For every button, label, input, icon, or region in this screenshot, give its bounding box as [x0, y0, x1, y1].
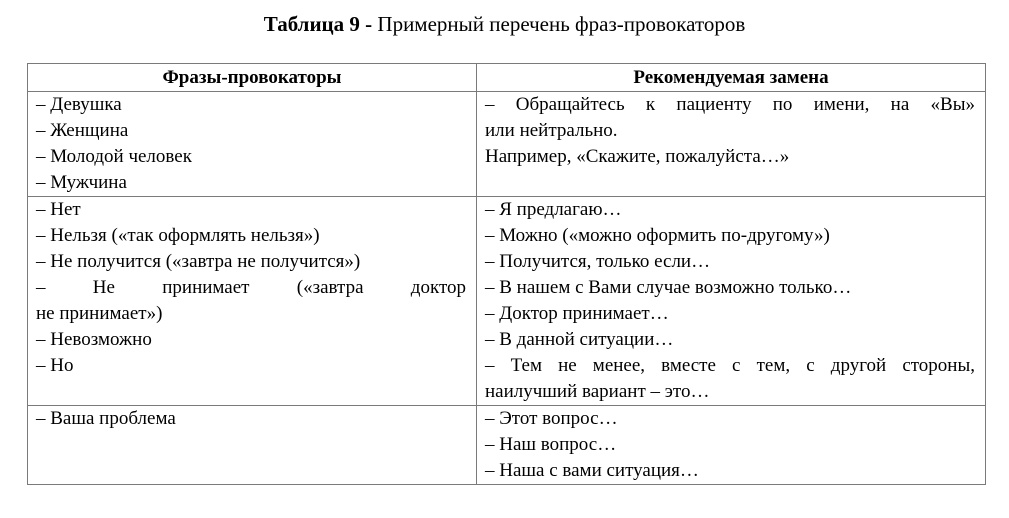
cell-line: – Но — [36, 355, 74, 376]
cell-line: – Ваша проблема — [36, 408, 176, 429]
table-row — [28, 406, 986, 485]
cell-line: – Доктор принимает… — [485, 303, 669, 324]
cell-line: – Невозможно — [36, 329, 152, 350]
cell-line: – В нашем с Вами случае возможно только… — [485, 277, 852, 298]
table-row — [28, 92, 986, 197]
phrases-table — [27, 63, 986, 485]
cell-line: – Не принимает («завтра доктор — [36, 277, 466, 298]
column-header-provocative: Фразы-провокаторы — [28, 64, 477, 92]
provocative-cell — [28, 406, 477, 485]
table-caption — [0, 12, 1009, 36]
table-row — [28, 197, 986, 406]
cell-line: Например, «Скажите, пожалуйста…» — [485, 146, 790, 167]
table-header-row — [28, 64, 986, 92]
cell-line: – В данной ситуации… — [485, 329, 674, 350]
provocative-cell — [28, 92, 477, 197]
cell-line: не принимает») — [36, 303, 163, 324]
cell-line: – Молодой человек — [36, 146, 192, 167]
provocative-cell — [28, 197, 477, 406]
cell-line: – Нет — [36, 199, 81, 220]
replacement-cell — [477, 197, 986, 406]
caption-label: Таблица 9 - — [263, 12, 373, 36]
cell-line: – Мужчина — [36, 172, 127, 193]
cell-line: – Можно («можно оформить по-другому») — [485, 225, 830, 246]
cell-line: наилучший вариант – это… — [485, 381, 710, 402]
cell-line: или нейтрально. — [485, 120, 618, 141]
caption-text: Примерный перечень фраз-провокаторов — [372, 12, 746, 36]
cell-line: – Получится, только если… — [485, 251, 711, 272]
cell-line: – Не получится («завтра не получится») — [36, 251, 361, 272]
replacement-cell — [477, 406, 986, 485]
cell-line: – Женщина — [36, 120, 129, 141]
cell-line: – Нельзя («так оформлять нельзя») — [36, 225, 320, 246]
column-header-replacement: Рекомендуемая замена — [477, 64, 986, 92]
cell-line: – Тем не менее, вместе с тем, с другой стороны, — [485, 355, 975, 376]
cell-line: – Наша с вами ситуация… — [485, 460, 699, 481]
cell-line: – Девушка — [36, 94, 122, 115]
cell-line: – Наш вопрос… — [485, 434, 617, 455]
cell-line: – Этот вопрос… — [485, 408, 618, 429]
cell-line: – Обращайтесь к пациенту по имени, на «Вы» — [485, 94, 975, 115]
cell-line: – Я предлагаю… — [485, 199, 622, 220]
replacement-cell — [477, 92, 986, 197]
